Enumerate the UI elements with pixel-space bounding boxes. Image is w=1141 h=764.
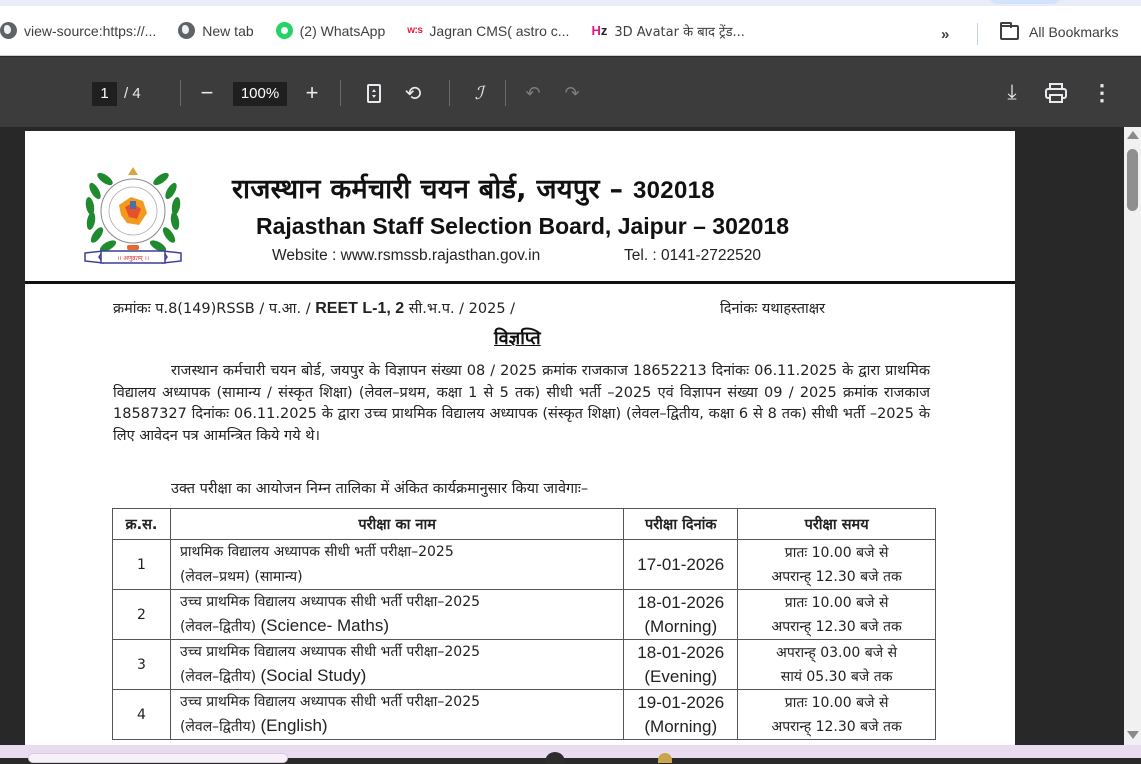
time-end: अपरान्ह् 12.30 बजे तक [771, 568, 902, 585]
header-exam-name: परीक्षा का नाम [170, 509, 623, 540]
serial-cell: 3 [113, 640, 171, 690]
rotate-button[interactable] [399, 79, 427, 107]
exam-name-line1: उच्च प्राथमिक विद्यालय अध्यापक सीधी भर्ती परीक्षा–2025 [179, 644, 481, 660]
header-exam-date: परीक्षा दिनांक [624, 509, 738, 540]
exam-date: 18-01-2026 [637, 642, 725, 662]
time-end: सायं 05.30 बजे तक [780, 668, 893, 685]
exam-date-cell [624, 540, 738, 590]
wms-icon: w:s [407, 25, 423, 36]
time-start: अपरान्ह् 03.00 बजे से [776, 644, 898, 661]
exam-name-line1: प्राथमिक विद्यालय अध्यापक सीधी भर्ती परीक्षा–2025 [179, 544, 454, 560]
exam-subject: (Social Study) [260, 666, 367, 685]
exam-date: 17-01-2026 [637, 554, 725, 574]
reference-suffix: सी.भ.प. / 2025 / [404, 301, 516, 317]
exam-name-cell [170, 590, 623, 640]
notice-paragraph: राजस्थान कर्मचारी चयन बोर्ड, जयपुर के विज्ञापन संख्या 08 / 2025 क्रमांक राजकाज 18652213 दिनांकः 06.11.2025 के द्वारा प्राथमिक विद्यालय अध्यापक (सामान्य / संस्कृत शिक्षा) (लेवल–प्रथम, कक्षा 1 से 5 तक) सीधी भर्ती –2025 एवं विज्ञापन संख्या 09 / 2025 क्रमांक राजकाज 18587327 दिनांकः 06.11.2025 के द्वारा उच्च प्राथमिक विद्यालय अध्यापक (संस्कृत शिक्षा) (लेवल–द्वितीय, कक्षा 6 से 8 तक) सीधी भर्ती –2025 के लिए आवेदन पत्र आमन्त्रित किये गये थे। [113, 363, 930, 444]
exam-date-cell [624, 690, 738, 740]
exam-name-line1: उच्च प्राथमिक विद्यालय अध्यापक सीधी भर्ती परीक्षा–2025 [179, 594, 481, 610]
exam-time-cell [738, 640, 936, 690]
time-start: प्रातः 10.00 बजे से [784, 594, 889, 611]
exam-name-line1: उच्च प्राथमिक विद्यालय अध्यापक सीधी भर्ती परीक्षा–2025 [179, 694, 481, 710]
exam-time-cell [738, 690, 936, 740]
whatsapp-icon [276, 22, 293, 39]
taskbar-app-icon[interactable] [545, 752, 565, 764]
folder-icon [1000, 25, 1019, 40]
reference-code: REET L-1, 2 [315, 300, 405, 317]
bookmark-3d-avatar[interactable] [591, 22, 744, 40]
exam-level: (लेवल–द्वितीय) [179, 669, 261, 685]
letterhead-website: Website : www.rsmssb.rajasthan.gov.in [272, 247, 541, 264]
zoom-in-button[interactable] [298, 79, 326, 107]
serial-cell: 2 [113, 590, 171, 640]
vertical-scrollbar[interactable] [1124, 127, 1141, 745]
exam-session: (Morning) [644, 716, 718, 736]
header-serial: क्र.स. [113, 509, 171, 540]
table-row [113, 690, 936, 740]
zoom-level-input[interactable]: 100% [233, 82, 287, 106]
table-row [113, 640, 936, 690]
bookmark-label: New tab [202, 22, 254, 39]
table-row [113, 590, 936, 640]
scroll-down-arrow-icon[interactable] [1127, 731, 1139, 739]
exam-name-cell [170, 640, 623, 690]
zoom-out-button[interactable] [193, 79, 221, 107]
serial-cell: 1 [113, 540, 171, 590]
exam-schedule-table [112, 508, 936, 740]
table-header-row [113, 509, 936, 540]
download-button[interactable] [998, 79, 1026, 107]
print-button[interactable] [1042, 79, 1070, 107]
pdf-viewer[interactable] [0, 127, 1124, 745]
logo-motto: ।। अणुव्रतम् ।। [116, 255, 150, 262]
pdf-page [25, 131, 1015, 745]
page-total: / 4 [124, 85, 141, 102]
fit-page-icon [367, 84, 381, 103]
scrollbar-thumb[interactable] [1127, 149, 1138, 211]
taskbar-app-icon[interactable] [658, 753, 672, 763]
bookmark-jagran-cms[interactable] [407, 23, 569, 39]
all-bookmarks-button[interactable] [1000, 24, 1118, 40]
draw-icon: ℐ [474, 82, 484, 103]
exam-subject: (Science- Maths) [260, 616, 389, 635]
hz-icon: Hz [591, 23, 608, 38]
bookmarks-bar [0, 6, 1141, 56]
exam-time-cell [738, 590, 936, 640]
exam-level: (लेवल–द्वितीय) [179, 719, 261, 735]
all-bookmarks-label: All Bookmarks [1029, 24, 1119, 40]
scroll-up-arrow-icon[interactable] [1127, 131, 1139, 139]
letterhead-telephone: Tel. : 0141-2722520 [624, 247, 762, 264]
exam-name-cell [170, 540, 623, 590]
exam-date-cell [624, 590, 738, 640]
reference-number [113, 298, 515, 318]
print-icon [1045, 83, 1067, 103]
exam-date: 19-01-2026 [637, 692, 725, 712]
notice-title: विज्ञप्ति [494, 328, 541, 349]
reference-prefix: क्रमांकः प.8(149)RSSB / प.आ. / [113, 301, 316, 317]
download-icon: ⤓ [1007, 81, 1017, 104]
bookmark-new-tab[interactable] [178, 22, 253, 39]
time-end: अपरान्ह् 12.30 बजे तक [771, 618, 902, 635]
exam-subject: (English) [260, 716, 328, 735]
undo-button[interactable] [519, 79, 547, 107]
header-exam-time: परीक्षा समय [738, 509, 936, 540]
bookmark-view-source[interactable] [0, 22, 156, 39]
exam-level: (लेवल–द्वितीय) [179, 619, 261, 635]
letterhead-title-hindi [232, 169, 715, 206]
letterhead-title-english: Rajasthan Staff Selection Board, Jaipur – 302018 [256, 213, 790, 239]
taskbar-search[interactable] [28, 753, 288, 763]
schedule-intro: उक्त परीक्षा का आयोजन निम्न तालिका में अंकित कार्यक्रमानुसार किया जावेगाः– [171, 481, 589, 497]
redo-icon: ↷ [564, 82, 580, 103]
page-number-input[interactable]: 1 [92, 82, 117, 106]
bookmark-label: 3D Avatar के बाद ट्रेंड... [614, 24, 745, 40]
exam-date: 18-01-2026 [637, 592, 725, 612]
bookmarks-overflow-button[interactable]: » [941, 26, 950, 43]
exam-session: (Evening) [644, 666, 718, 686]
time-end: अपरान्ह् 12.30 बजे तक [771, 718, 902, 735]
plus-icon: + [305, 80, 319, 105]
rotate-icon: ⟲ [404, 82, 422, 105]
bookmark-whatsapp[interactable] [276, 22, 386, 39]
title-hindi-pincode: 302018 [633, 177, 715, 204]
globe-icon [0, 22, 17, 39]
redo-button[interactable] [558, 79, 586, 107]
toolbar-divider [340, 80, 341, 106]
bookmark-label: view-source:https://... [24, 22, 157, 39]
taskbar [0, 745, 1141, 758]
minus-icon: − [200, 80, 214, 105]
date-line: दिनांकः यथाहस्ताक्षर [720, 301, 826, 317]
globe-icon [178, 22, 195, 39]
time-start: प्रातः 10.00 बजे से [784, 544, 889, 561]
undo-icon: ↶ [525, 82, 541, 103]
toolbar-divider [180, 80, 181, 106]
exam-date-cell [624, 640, 738, 690]
rsmssb-logo [81, 161, 185, 269]
title-hindi-text: राजस्थान कर्मचारी चयन बोर्ड, जयपुर – [232, 174, 624, 205]
table-row [113, 540, 936, 590]
toolbar-divider [449, 80, 450, 106]
exam-session: (Morning) [644, 616, 718, 636]
bookmark-label: Jagran CMS( astro c... [429, 22, 570, 39]
bookmarks-divider [977, 23, 978, 45]
fit-to-page-button[interactable] [360, 79, 388, 107]
letterhead-divider [25, 281, 1015, 284]
exam-level: (लेवल–प्रथम) (सामान्य) [179, 569, 303, 585]
more-vert-icon: ⋮ [1091, 80, 1113, 105]
exam-name-cell [170, 690, 623, 740]
exam-time-cell [738, 540, 936, 590]
serial-cell: 4 [113, 690, 171, 740]
time-start: प्रातः 10.00 बजे से [784, 694, 889, 711]
bookmark-label: (2) WhatsApp [299, 22, 386, 39]
draw-button[interactable] [465, 79, 493, 107]
pdf-toolbar [0, 57, 1141, 127]
more-options-button[interactable] [1088, 79, 1116, 107]
toolbar-divider [505, 80, 506, 106]
profile-pill[interactable] [990, 0, 1060, 4]
